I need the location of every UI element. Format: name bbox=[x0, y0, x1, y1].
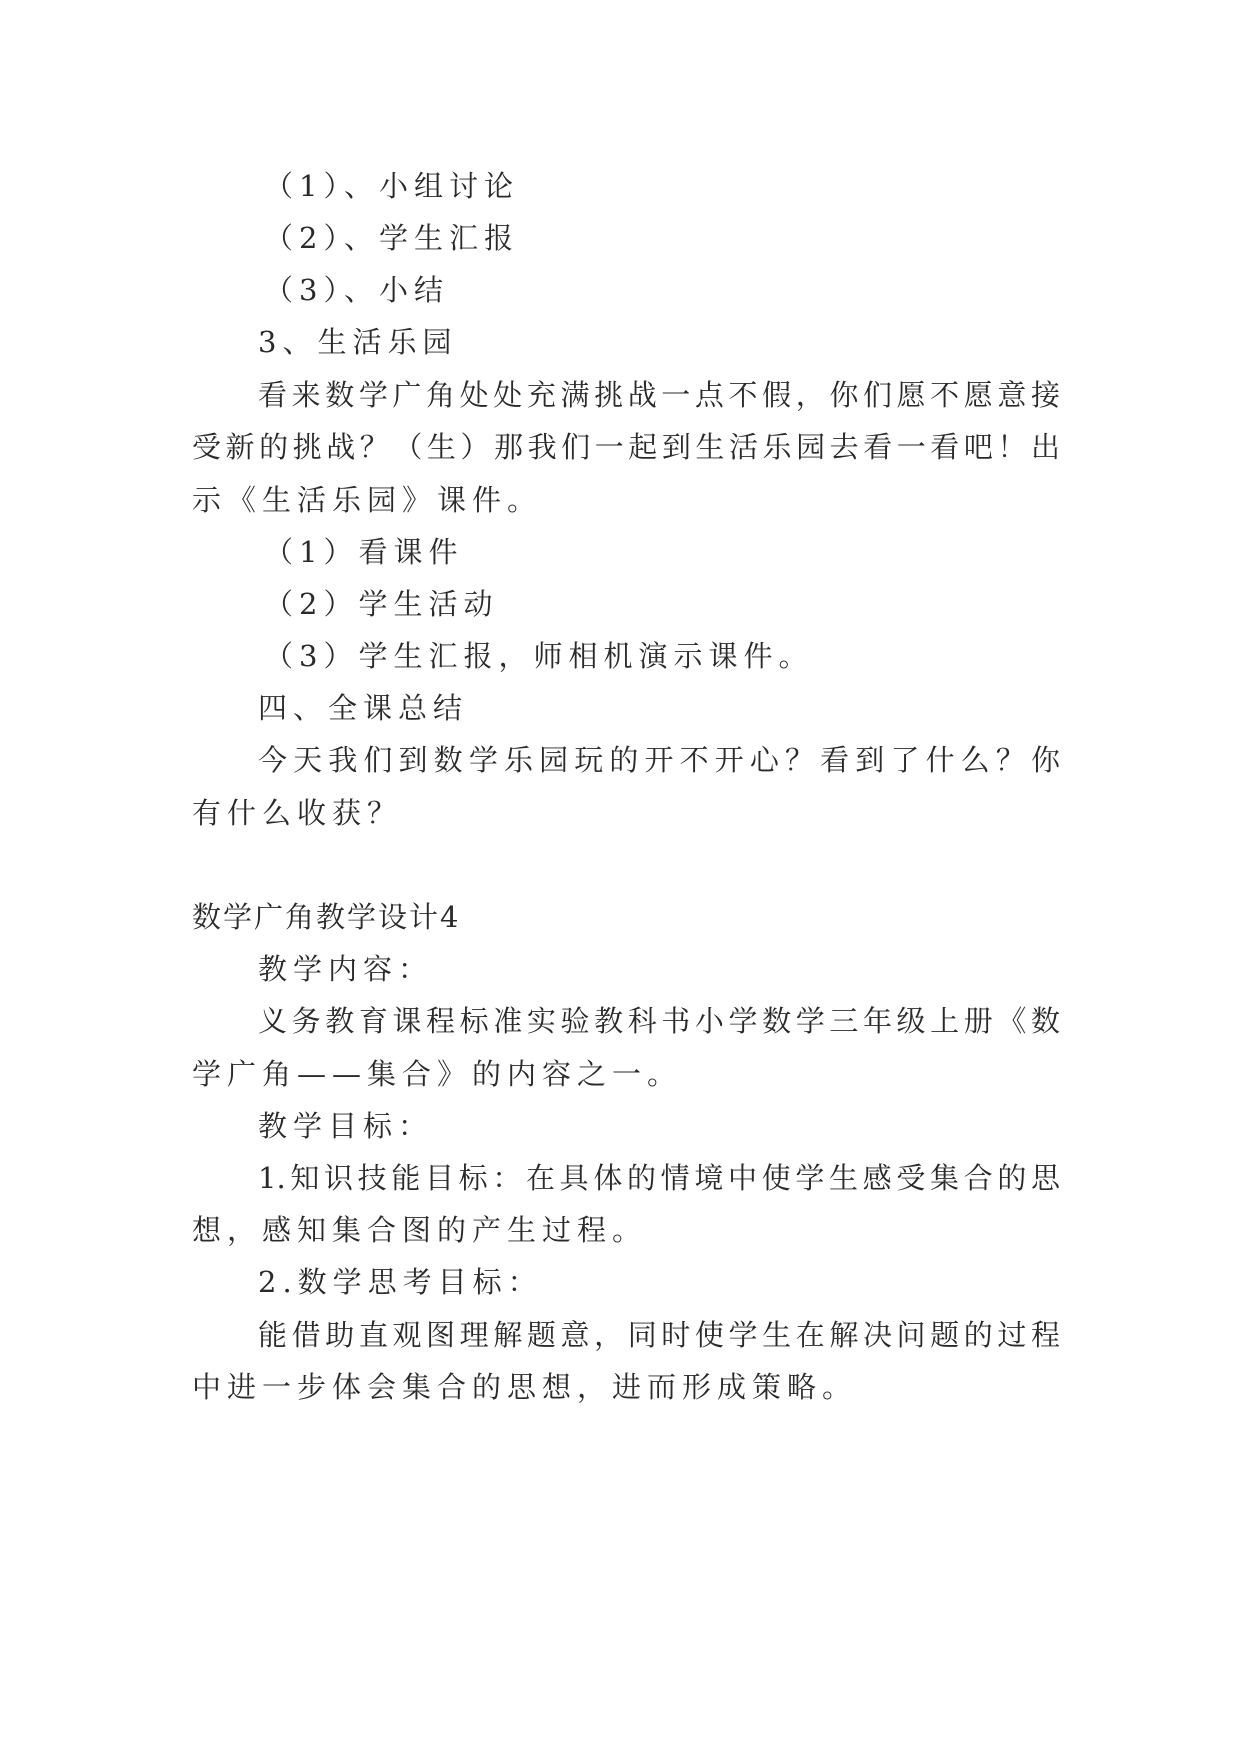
text-line: （1）、小组讨论 bbox=[264, 169, 519, 203]
paragraph-line: 示《生活乐园》课件。 bbox=[192, 483, 543, 517]
text-line: （2）学生活动 bbox=[264, 587, 499, 621]
paragraph-line: 看来数学广角处处充满挑战一点不假，你们愿不愿意接 bbox=[258, 378, 1060, 412]
paragraph-line: 1.知识技能目标：在具体的情境中使学生感受集合的思 bbox=[258, 1161, 1060, 1195]
document-title: 数学广角教学设计4 bbox=[192, 900, 461, 934]
text-line: （3）、小结 bbox=[264, 273, 449, 307]
text-line: （2）、学生汇报 bbox=[264, 221, 519, 255]
paragraph-line: 学广角——集合》的内容之一。 bbox=[192, 1057, 683, 1091]
paragraph-line: 想，感知集合图的产生过程。 bbox=[192, 1213, 648, 1247]
paragraph-line: 义务教育课程标准实验教科书小学数学三年级上册《数 bbox=[258, 1004, 1060, 1038]
paragraph-line: 今天我们到数学乐园玩的开不开心？看到了什么？你 bbox=[258, 743, 1060, 777]
paragraph-line: 中进一步体会集合的思想，进而形成策略。 bbox=[192, 1370, 858, 1404]
section-heading: 3、生活乐园 bbox=[258, 325, 458, 359]
paragraph-line: 能借助直观图理解题意，同时使学生在解决问题的过程 bbox=[258, 1318, 1060, 1352]
paragraph-line: 有什么收获？ bbox=[192, 796, 403, 830]
section-heading: 四、全课总结 bbox=[258, 691, 469, 725]
section-heading: 教学内容： bbox=[258, 952, 434, 986]
section-heading: 教学目标： bbox=[258, 1109, 434, 1143]
text-line: （3）学生汇报，师相机演示课件。 bbox=[264, 639, 814, 673]
paragraph-line: 受新的挑战？（生）那我们一起到生活乐园去看一看吧！出 bbox=[192, 430, 1060, 464]
text-line: （1）看课件 bbox=[264, 535, 464, 569]
section-heading: 2.数学思考目标： bbox=[258, 1265, 543, 1299]
